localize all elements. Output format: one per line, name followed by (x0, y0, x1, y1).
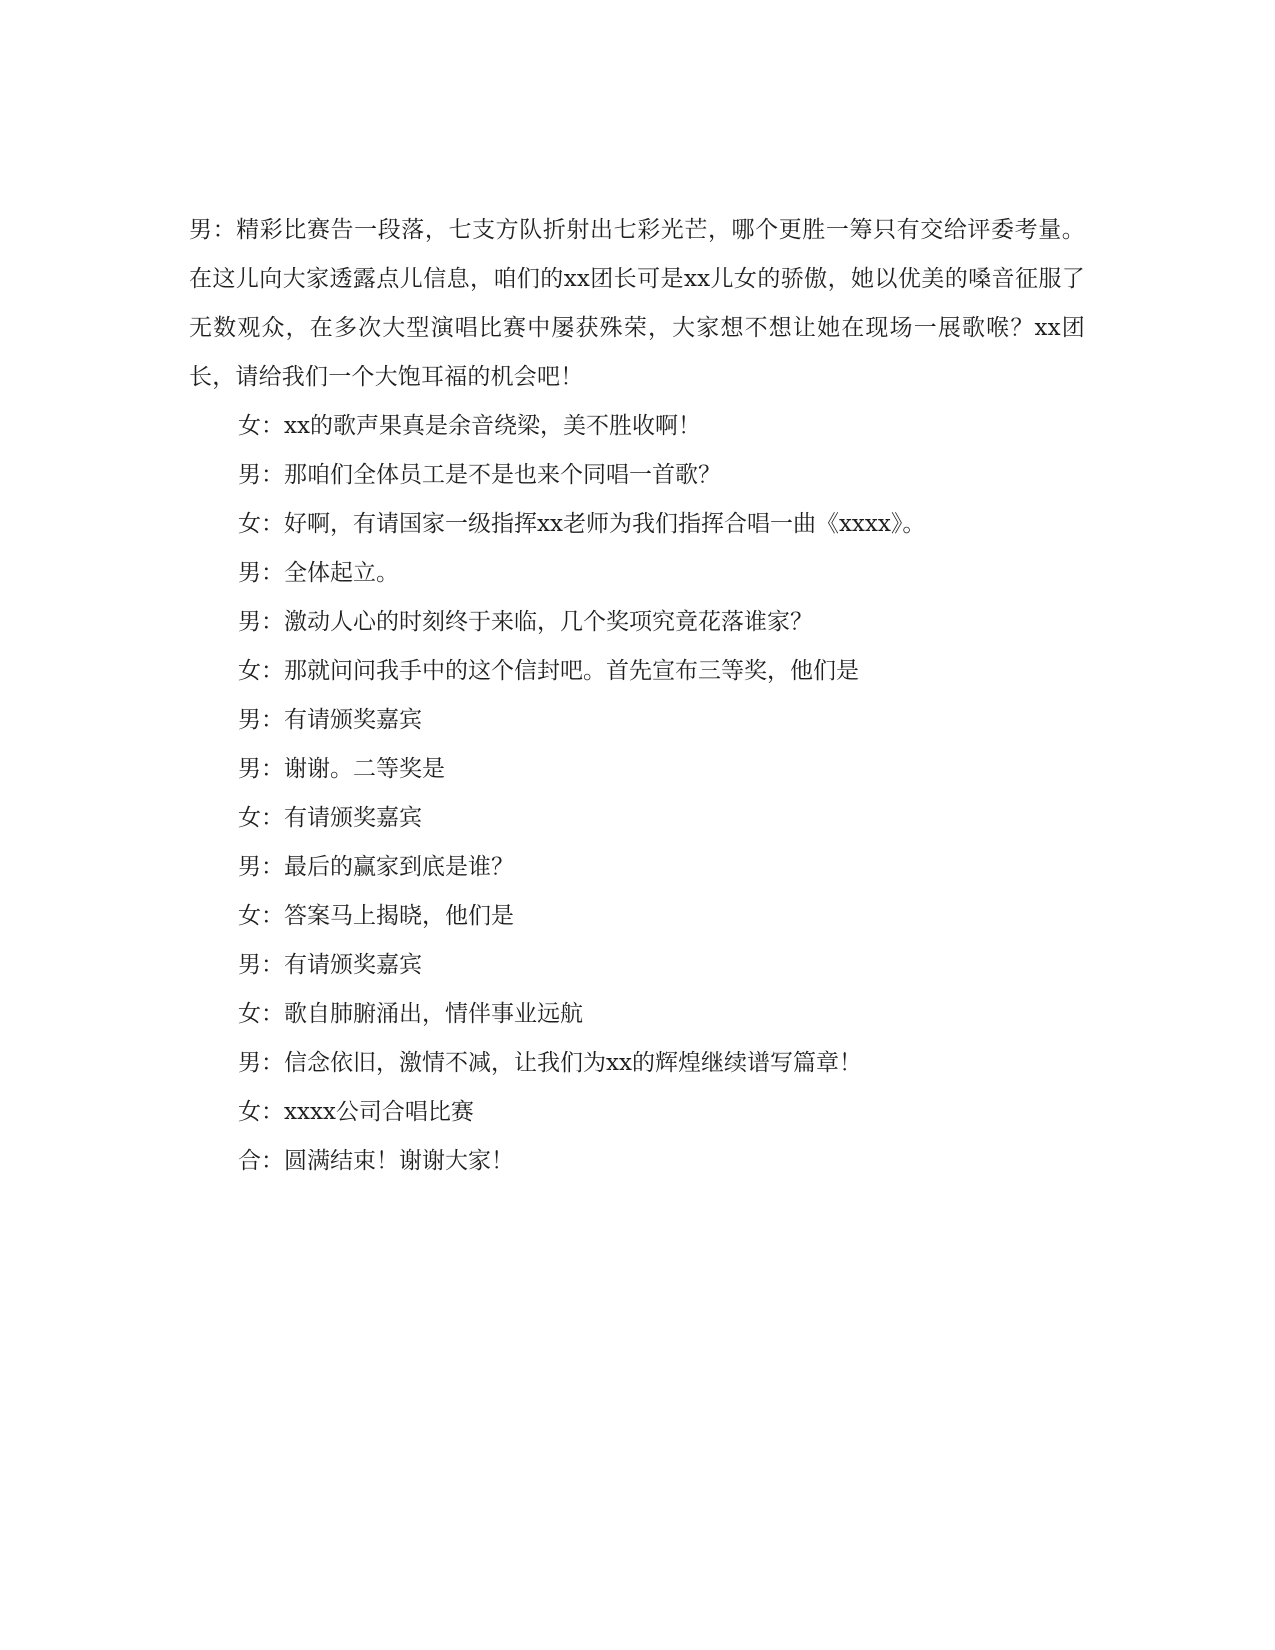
document-body (189, 206, 1085, 1186)
dialogue-line: 男：最后的赢家到底是谁？ (238, 854, 514, 880)
dialogue-line: 男：那咱们全体员工是不是也来个同唱一首歌？ (238, 462, 721, 488)
dialogue-line: 男：激动人心的时刻终于来临，几个奖项究竟花落谁家？ (238, 609, 813, 635)
dialogue-line: 男：谢谢。二等奖是 (238, 756, 445, 782)
dialogue-line: 男：全体起立。 (238, 560, 399, 586)
dialogue-line: 女：xxxx公司合唱比赛 (238, 1099, 474, 1125)
dialogue-line: 女：歌自肺腑涌出，情伴事业远航 (238, 1001, 583, 1027)
dialogue-line: 合：圆满结束！谢谢大家！ (238, 1148, 514, 1174)
dialogue-line: 女：那就问问我手中的这个信封吧。首先宣布三等奖，他们是 (238, 658, 859, 684)
dialogue-line: 女：答案马上揭晓，他们是 (238, 903, 514, 929)
dialogue-line: 男：有请颁奖嘉宾 (238, 952, 422, 978)
dialogue-line: 男：有请颁奖嘉宾 (238, 707, 422, 733)
dialogue-line: 女：xx的歌声果真是余音绕梁，美不胜收啊！ (238, 413, 701, 439)
intro-paragraph: 男：精彩比赛告一段落，七支方队折射出七彩光芒，哪个更胜一筹只有交给评委考量。在这儿向大家透露点儿信息，咱们的xx团长可是xx儿女的骄傲，她以优美的嗓音征服了无数观众，在多次大型演唱比赛中屡获殊荣，大家想不想让她在现场一展歌喉？xx团长，请给我们一个大饱耳福的机会吧！ (189, 217, 1085, 390)
dialogue-line: 女：好啊，有请国家一级指挥xx老师为我们指挥合唱一曲《xxxx》。 (238, 511, 926, 537)
dialogue-line: 男：信念依旧，激情不减，让我们为xx的辉煌继续谱写篇章！ (238, 1050, 862, 1076)
dialogue-line: 女：有请颁奖嘉宾 (238, 805, 422, 831)
